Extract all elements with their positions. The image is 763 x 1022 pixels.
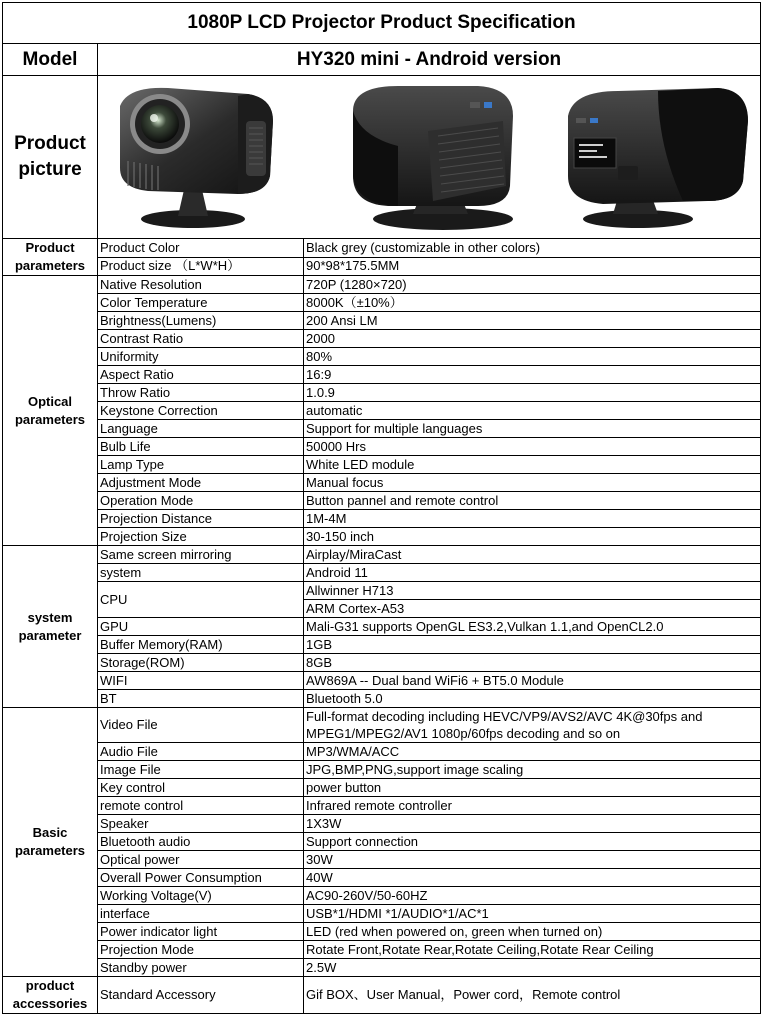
spec-value: Support connection	[304, 833, 761, 851]
spec-row	[3, 743, 761, 761]
spec-key: Adjustment Mode	[98, 474, 304, 492]
spec-row	[3, 492, 761, 510]
spec-value: 1GB	[304, 636, 761, 654]
spec-value: Gif BOX、User Manual，Power cord，Remote control	[304, 977, 761, 1014]
spec-row	[3, 294, 761, 312]
spec-row	[3, 654, 761, 672]
spec-value: 720P (1280×720)	[304, 276, 761, 294]
spec-row	[3, 923, 761, 941]
spec-value: 1M-4M	[304, 510, 761, 528]
spec-row	[3, 582, 761, 600]
product-picture-row	[3, 76, 761, 239]
spec-row	[3, 402, 761, 420]
spec-key: BT	[98, 690, 304, 708]
spec-value: Full-format decoding including HEVC/VP9/AVS2/AVC 4K@30fps and MPEG1/MPEG2/AV1 1080p/60fps decoding and so on	[304, 708, 761, 743]
spec-value: JPG,BMP,PNG,support image scaling	[304, 761, 761, 779]
section-label-line: Product	[25, 240, 75, 255]
spec-row	[3, 797, 761, 815]
projector-side-image	[568, 88, 748, 228]
spec-value: White LED module	[304, 456, 761, 474]
spec-value: 16:9	[304, 366, 761, 384]
spec-key: Projection Size	[98, 528, 304, 546]
section-label-line: parameter	[18, 627, 82, 643]
spec-row	[3, 384, 761, 402]
spec-row	[3, 690, 761, 708]
model-row	[3, 44, 761, 76]
section-label-line: Optical	[27, 393, 73, 409]
spec-key: Keystone Correction	[98, 402, 304, 420]
sheet-title: 1080P LCD Projector Product Specification	[3, 3, 761, 44]
spec-key: Buffer Memory(RAM)	[98, 636, 304, 654]
spec-key: Aspect Ratio	[98, 366, 304, 384]
spec-value: Airplay/MiraCast	[304, 546, 761, 564]
section-label-line: accessories	[12, 996, 88, 1011]
spec-row	[3, 941, 761, 959]
spec-value: Black grey (customizable in other colors)	[304, 239, 761, 258]
spec-key: GPU	[98, 618, 304, 636]
spec-value: 8000K（±10%）	[304, 294, 761, 312]
spec-key: Speaker	[98, 815, 304, 833]
spec-key: WIFI	[98, 672, 304, 690]
product-picture-label-line2: picture	[18, 159, 82, 180]
spec-row	[3, 348, 761, 366]
spec-value: 40W	[304, 869, 761, 887]
spec-row	[3, 815, 761, 833]
spec-value: 90*98*175.5MM	[304, 257, 761, 276]
projector-rear-image	[353, 86, 513, 230]
spec-value: 30-150 inch	[304, 528, 761, 546]
spec-table	[2, 2, 761, 1014]
spec-value: power button	[304, 779, 761, 797]
spec-row	[3, 761, 761, 779]
spec-value: 1X3W	[304, 815, 761, 833]
spec-key: system	[98, 564, 304, 582]
spec-row	[3, 474, 761, 492]
spec-value: 80%	[304, 348, 761, 366]
product-picture-label	[3, 76, 98, 239]
spec-key: remote control	[98, 797, 304, 815]
spec-value: Button pannel and remote control	[304, 492, 761, 510]
section-label-line: system	[27, 609, 73, 625]
spec-row	[3, 564, 761, 582]
spec-value: ARM Cortex-A53	[304, 600, 761, 618]
spec-row	[3, 779, 761, 797]
spec-row	[3, 833, 761, 851]
spec-row	[3, 977, 761, 1014]
spec-row	[3, 959, 761, 977]
spec-key: Audio File	[98, 743, 304, 761]
model-value: HY320 mini - Android version	[98, 44, 761, 76]
spec-key: Key control	[98, 779, 304, 797]
spec-value: AW869A -- Dual band WiFi6 + BT5.0 Module	[304, 672, 761, 690]
spec-row	[3, 869, 761, 887]
spec-key: Standby power	[98, 959, 304, 977]
spec-key: Standard Accessory	[98, 977, 304, 1014]
section-label-line: product	[25, 978, 75, 993]
spec-value: 2000	[304, 330, 761, 348]
spec-row	[3, 546, 761, 564]
spec-key: CPU	[98, 582, 304, 618]
spec-value: Rotate Front,Rotate Rear,Rotate Ceiling,Rotate Rear Ceiling	[304, 941, 761, 959]
spec-value: 2.5W	[304, 959, 761, 977]
spec-key: Bulb Life	[98, 438, 304, 456]
spec-key: Projection Distance	[98, 510, 304, 528]
spec-value: MP3/WMA/ACC	[304, 743, 761, 761]
spec-value: AC90-260V/50-60HZ	[304, 887, 761, 905]
spec-key: Lamp Type	[98, 456, 304, 474]
spec-row	[3, 276, 761, 294]
section-label-line: Basic	[32, 825, 68, 840]
spec-key: Operation Mode	[98, 492, 304, 510]
spec-value: 30W	[304, 851, 761, 869]
spec-row	[3, 851, 761, 869]
spec-key: Product Color	[98, 239, 304, 258]
spec-row	[3, 636, 761, 654]
spec-key: Bluetooth audio	[98, 833, 304, 851]
section-label-line: parameters	[14, 258, 86, 273]
spec-key: Power indicator light	[98, 923, 304, 941]
spec-key: Image File	[98, 761, 304, 779]
section-label	[3, 977, 98, 1014]
spec-key: Contrast Ratio	[98, 330, 304, 348]
spec-row	[3, 420, 761, 438]
spec-sheet	[2, 2, 760, 1014]
spec-row	[3, 366, 761, 384]
model-label: Model	[3, 44, 98, 76]
spec-key: Language	[98, 420, 304, 438]
spec-value: Android 11	[304, 564, 761, 582]
spec-row	[3, 510, 761, 528]
section-label	[3, 239, 98, 276]
spec-row	[3, 239, 761, 258]
spec-key: Color Temperature	[98, 294, 304, 312]
spec-value: USB*1/HDMI *1/AUDIO*1/AC*1	[304, 905, 761, 923]
spec-value: Bluetooth 5.0	[304, 690, 761, 708]
title-row	[3, 3, 761, 44]
spec-key: Projection Mode	[98, 941, 304, 959]
spec-key: Native Resolution	[98, 276, 304, 294]
spec-key: Brightness(Lumens)	[98, 312, 304, 330]
spec-value: 8GB	[304, 654, 761, 672]
spec-key: Uniformity	[98, 348, 304, 366]
spec-key: Same screen mirroring	[98, 546, 304, 564]
section-label-line: parameters	[14, 843, 86, 858]
spec-row	[3, 312, 761, 330]
projector-images	[98, 76, 758, 238]
spec-key: Overall Power Consumption	[98, 869, 304, 887]
spec-value: Support for multiple languages	[304, 420, 761, 438]
section-label	[3, 708, 98, 977]
projector-front-image	[120, 88, 273, 228]
product-picture-label-line1: Product	[14, 133, 86, 154]
spec-key: Product size （L*W*H）	[98, 257, 304, 276]
spec-key: Throw Ratio	[98, 384, 304, 402]
spec-row	[3, 456, 761, 474]
spec-value: Allwinner H713	[304, 582, 761, 600]
product-pictures	[98, 76, 761, 239]
spec-key: Optical power	[98, 851, 304, 869]
spec-row	[3, 618, 761, 636]
spec-row	[3, 330, 761, 348]
spec-row	[3, 257, 761, 276]
spec-row	[3, 672, 761, 690]
spec-value: Mali-G31 supports OpenGL ES3.2,Vulkan 1.1,and OpenCL2.0	[304, 618, 761, 636]
section-label	[3, 276, 98, 546]
spec-value: 200 Ansi LM	[304, 312, 761, 330]
spec-key: Working Voltage(V)	[98, 887, 304, 905]
spec-row	[3, 708, 761, 743]
section-label-line: parameters	[14, 411, 86, 427]
spec-value: automatic	[304, 402, 761, 420]
section-label	[3, 546, 98, 708]
spec-key: Storage(ROM)	[98, 654, 304, 672]
spec-value: 50000 Hrs	[304, 438, 761, 456]
spec-value: Infrared remote controller	[304, 797, 761, 815]
spec-row	[3, 887, 761, 905]
spec-value: Manual focus	[304, 474, 761, 492]
spec-row	[3, 905, 761, 923]
spec-value: 1.0.9	[304, 384, 761, 402]
spec-row	[3, 528, 761, 546]
spec-row	[3, 438, 761, 456]
spec-value: LED (red when powered on, green when turned on)	[304, 923, 761, 941]
spec-key: interface	[98, 905, 304, 923]
spec-key: Video File	[98, 708, 304, 743]
